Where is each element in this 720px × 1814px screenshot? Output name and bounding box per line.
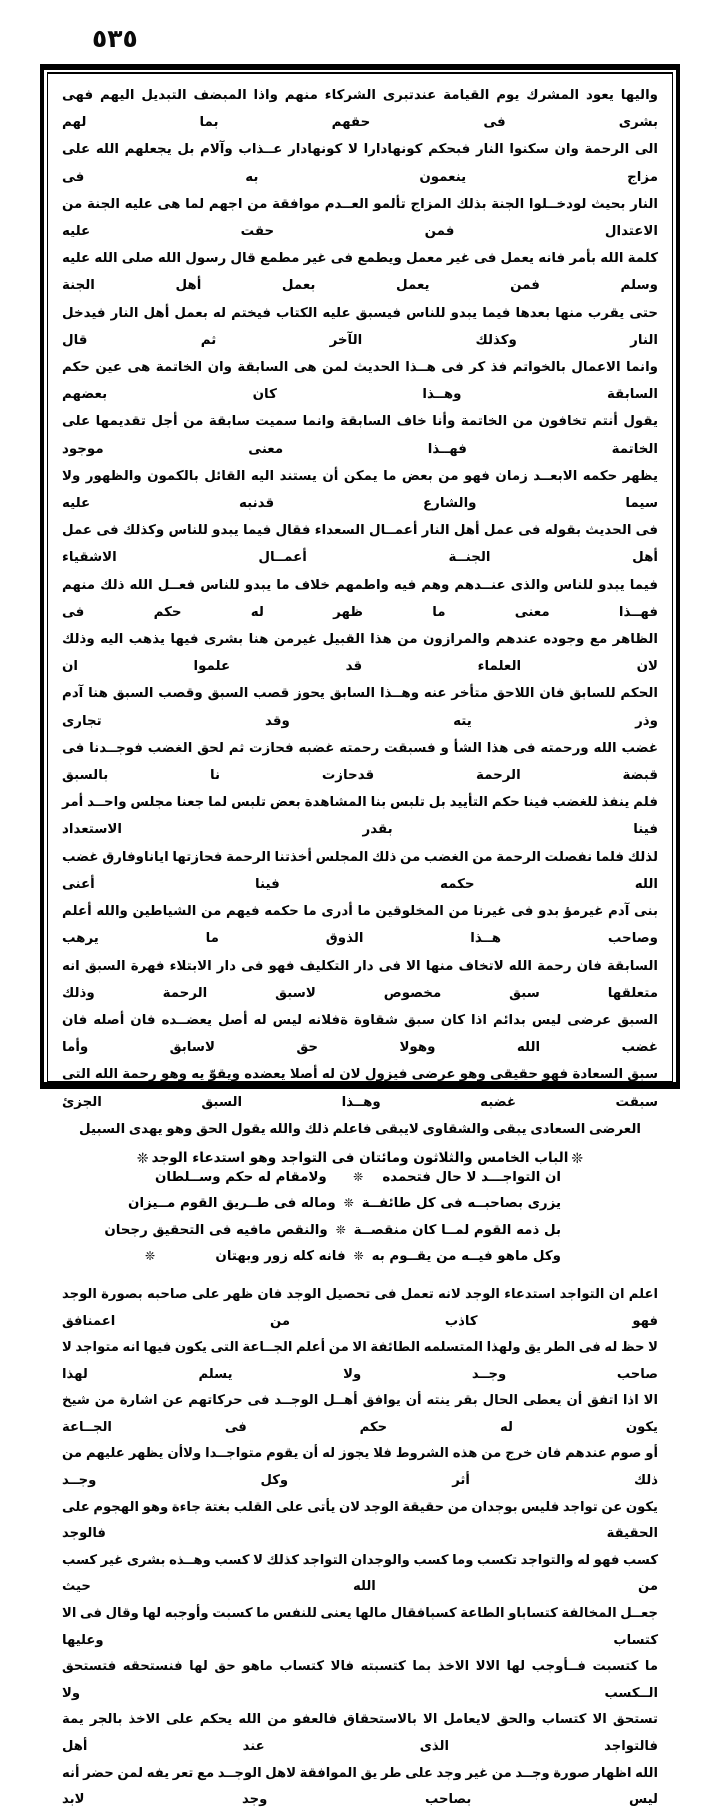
prose-line: السبق عرضى ليس بدائم اذا كان سبق شقاوة ةفلانه ليس له أصل يعضــده فان أصله فان غضب الله وهولا حق لاسابق وأما (62, 1012, 658, 1056)
prose-line: يكون عن تواجد فليس بوجدان من حقيقة الوجد لان يأتى على القلب بغتة جاءة وهو الهجوم على الحقيقة فالوجد (62, 1499, 658, 1542)
verse-separator-icon: ❊ (353, 1249, 364, 1264)
hemistich-second: وماله فى طــريق القوم مــيزان (128, 1196, 336, 1212)
prose-line: الله اظهار صورة وجــد من غير وجد على طر يق الموافقة لاهل الوجــد مع تعر يفه لمن حضر أنه ليس بصاحب وجد لابد (62, 1765, 658, 1808)
ornament-star-icon: ❊ (571, 1150, 584, 1167)
prose-line: بنى آدم غيرمؤ بدو فى غيرنا من المخلوقين ما أدرى ما حكمه فيهم من الشياطين والله أعلم وصاحب هــذا الذوق ما يرهب (62, 904, 658, 947)
prose-line: السابقة فان رحمة الله لاتخاف منها الا فى دار التكليف فهو فى دار الابتلاء فهرة السبق انه متعلقها سبق مخصوص لاسبق الرحمة وذلك (62, 958, 658, 1001)
prose-line: لذلك فلما نفصلت الرحمة من الغضب من ذلك المجلس أخذتنا الرحمة فحازتها اياناوفارق غضب الله حكمه فينا أعنى (62, 849, 658, 892)
verse-line (128, 1196, 575, 1223)
prose-line: العرضى السعادى يبقى والشقاوى لايبقى فاعلم ذلك والله يقول الحق وهو يهدى السبيل (79, 1121, 641, 1137)
prose-line: فلم ينفذ للغضب فينا حكم التأييد بل تلبس بنا المشاهدة بعض تلبس لما جعنا مجلس واحــد أمر فينا بقدر الاستعداد (62, 795, 658, 838)
hemistich-first: وكل ماهو فيــه من يقــوم به (371, 1249, 561, 1265)
prose-line: تستحق الا كتساب والحق لايعامل الا بالاستحقاق فالعفو من الله يحكم على الاخذ بالجر يمة فالتواجد الذى عند أهل (62, 1712, 658, 1755)
prose-line: الظاهر مع وجوده عندهم والمرازون من هذا القبيل غيرمن هنا بشرى فيها يذهب اليه وذلك لان العلماء قد علموا ان (62, 632, 658, 675)
text-body (54, 78, 666, 1808)
hemistich-first: بل ذمه القوم لمــا كان منقصــة (353, 1222, 561, 1238)
verse-separator-icon: ❊ (343, 1196, 354, 1211)
hemistich-first: ان التواجـــد لا حال فتحمده (382, 1169, 561, 1185)
prose-line: وانما الاعمال بالخواتم فذ كر فى هــذا الحديث لمن هى السابقة وان الخاتمة هى عين حكم السابقة وهــذا كان بعضهم (62, 360, 658, 403)
prose-line: فيما يبدو للناس والذى عنــدهم وهم فيه واطمهم خلاف ما يبدو للناس فعــل الله ذلك منهم فهــذا معنى ما ظهر له حكم فى (62, 577, 658, 620)
chapter-title: الباب الخامس والثلاثون ومائتان فى التواجد وهو استدعاء الوجد (151, 1149, 569, 1166)
upper-prose-tail-line (62, 1116, 658, 1143)
prose-line: يظهر حكمه الابعــد زمان فهو من بعض ما يمكن أن يستند اليه القائل بالكمون والظهور ولا سيما والشارع قدنبه عليه (62, 468, 658, 512)
hemistich-second: ولامقام له حكم وســلطان (155, 1169, 327, 1185)
verse-line (145, 1249, 575, 1276)
prose-line: واليها يعود المشرك يوم القيامة عندتبرى الشركاء منهم واذا المبضف التبديل اليهم فهى بشرى فى حقهم بما لهم (62, 88, 658, 131)
verse-separator-icon: ❊ (353, 1169, 363, 1184)
hemistich-first: يزرى بصاحبــه فى كل طائفــة (361, 1196, 561, 1212)
verse-block (104, 1169, 575, 1276)
ornament-star-icon: ❊ (145, 1249, 155, 1264)
prose-line: كسب فهو له والتواجد تكسب وما كسب والوجدان التواجد كذلك لا كسب وهــذه بشرى غير كسب من الله حيث (62, 1552, 658, 1595)
hemistich-second: والنقص مافيه فى التحقيق رجحان (104, 1222, 328, 1238)
ornament-star-icon: ❊ (136, 1150, 149, 1167)
prose-line: لا حظ له فى الطر يق ولهذا المتسلمه الطائفة الا من أعلم الجــاعة التى يكون فيها انه متواجد لا صاحب وجــد ولا يسلم لهذا (62, 1340, 658, 1382)
verse-line (104, 1222, 575, 1250)
hemistich-second: فانه كله زور وبهتان (215, 1249, 346, 1265)
prose-line: حتى يقرب منها بعدها فيما يبدو للناس فيسبق عليه الكتاب فيختم له بعمل أهل النار فيدخل النار وكذلك الآخر ثم قال (62, 305, 658, 348)
lower-prose-block (62, 1282, 658, 1814)
prose-line: الحكم للسابق فان اللاحق متأخر عنه وهــذا السابق يحوز قصب السبق وقصب السبق هنا آدم وذر يته وقد تجارى (62, 686, 658, 729)
prose-line: فى الحديث بقوله فى عمل أهل النار أعمــال السعداء فقال فيما يبدو للناس وكذلك فى عمل أهل الجنــة أعمــال الاشقياء (62, 523, 658, 566)
prose-line: جعــل المخالفة كتساباو الطاعة كسبافقال مالها يعنى للنفس ما كسبت وأوجبه لها وقال فى الا كتساب وعليها (62, 1606, 658, 1648)
verse-line (145, 1170, 575, 1197)
prose-line: يقول أنتم تخافون من الخاتمة وأنا خاف السابقة وانما سميت سابقة من أجل تقديمها على الخاتمة فهــذا معنى موجود (62, 414, 658, 457)
prose-line: اعلم ان التواجد استدعاء الوجد لانه تعمل فى تحصيل الوجد فان ظهر على صاحبه بصورة الوجد فهو كاذب من اعمنافق (62, 1286, 658, 1329)
verse-separator-icon: ❊ (335, 1222, 346, 1237)
prose-line: سبق السعادة فهو حقيقى وهو عرضى فيزول لان له أصلا يعضده ويقوّ يه وهو رحمة الله التى سبقت غضبه وهــذا السبق الجزئ (62, 1067, 658, 1110)
prose-line: كلمة الله بأمر فانه يعمل فى غير معمل ويطمع فى غير مطمع قال رسول الله صلى الله عليه وسلم فمن يعمل بعمل أهل الجنة (62, 251, 658, 294)
upper-prose-block (62, 82, 658, 1116)
prose-line: الى الرحمة وان سكنوا النار فبحكم كونهادارا لا كونهادار عــذاب وآلام بل يجعلهم الله على مزاج ينعمون به فى (62, 142, 658, 185)
prose-line: ما كتسبت فــأوجب لها الالا الاخذ بما كتسبته فالا كتساب ماهو حق لها فنستحقه فتستحق الــكسب ولا (62, 1659, 658, 1701)
prose-line: أو صوم عندهم فان خرج من هذه الشروط فلا يجوز له أن يقوم متواجــدا ولاأن يظهر عليهم من ذلك أثر وكل وجــد (62, 1446, 658, 1489)
prose-line: غضب الله ورحمته فى هذا الشأ و فسبقت رحمته غضبه فحازت ثم لحق الغضب فوجــدنا فى قبضة الرحمة قدحازت نا بالسبق (62, 740, 658, 784)
prose-line: النار بحيث لودخــلوا الجنة بذلك المزاج تألمو العــدم موافقة من اجهم لما هى عليه الجنة من الاعتدال فمن حقت عليه (62, 196, 658, 240)
chapter-heading (62, 1150, 658, 1167)
prose-line: الا اذا اتفق أن يعطى الحال بقر ينته أن يوافق أهــل الوجــد فى حركاتهم عن اشارة من شيخ يكون له حكم فى الجــاعة (62, 1393, 658, 1435)
folio-number: ٥٣٥ (92, 24, 138, 53)
